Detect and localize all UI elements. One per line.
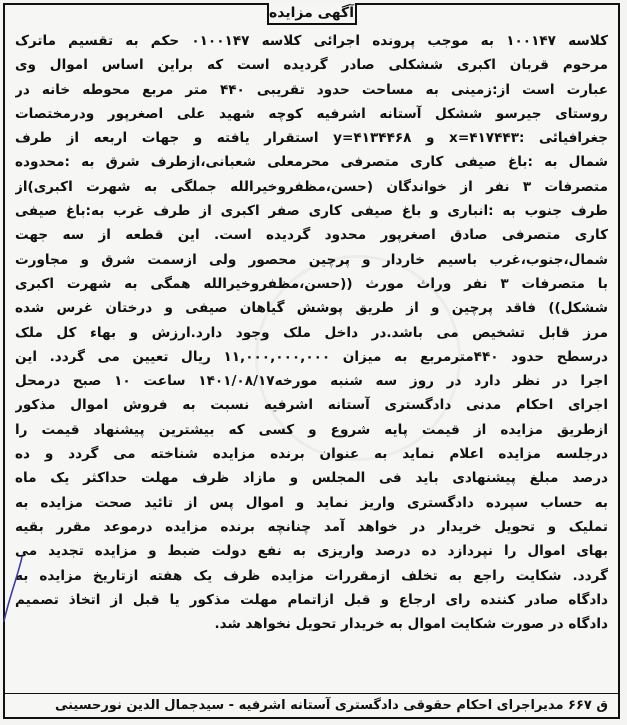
notice-line: کلاسه ۱۰۰۱۴۷ به موجب پرونده اجرائی کلاسه ۰۱۰۰۱۴۷ حکم به تقسیم ماترک [15,33,608,49]
notice-line: گردد. شکایت راجع به تخلف ازمقررات مزایده ظرف یک هفته ازتاریخ مزایده به [15,567,608,584]
notice-line: متصرفات ۳ نفر از خواندگان (حسن،مظفروخیرالله جملگی به شهرت اکبری)از [15,178,608,195]
auction-notice [3,3,620,719]
notice-line: مرز قابل تشخیص می باشد.در داخل ملک وجود دارد.ارزش و بهاء کل ملک [15,324,608,341]
notice-line: تملیک و تحویل خریدار در خواهد آمد چنانچه برنده مزایده درموعد مقرر بقیه [15,518,608,535]
notice-line: طرف جنوب به :انباری و باغ صیفی کاری صفر اکبری از طرف غرب به:باغ صیفی [15,203,608,220]
notice-line: اجرای احکام مدنی دادگستری آستانه اشرفیه نسبت به فروش اموال مذکور [15,397,608,414]
notice-line: دادگاه صادر کننده رای ارجاع و قبل ازاتمام مهلت مذکور یا قبل از اتخاذ تصمیم [15,591,608,608]
notice-line: جغرافیائی :۴۱۷۴۴۳=x و ۴۱۳۴۴۶۸=y استقرار یافته و جهات اربعه از طرف [15,130,608,147]
notice-line: با متصرفات ۳ نفر وراث مورث ((حسن،مظفروخیرالله همگی به شهرت اکبری [15,275,608,292]
notice-line: ازطریق مزایده از قیمت پایه شروع و کسی که بیشترین پیشنهاد قیمت را [15,421,608,438]
notice-line: شمال،جنوب،غرب باسیم خاردار و پرچین محصور ولی ازسمت شرق و مجاورت [15,251,608,268]
notice-line: ششکل)) فاقد پرچین و از طریق پوشش گیاهان صیفی و درختان غرس شده [15,300,608,317]
notice-line: کاری متصرفی صادق اصغرپور محدود گردیده است. این قطعه از سه جهت [15,227,608,244]
notice-body [15,29,608,636]
notice-line: شمال به :باغ صیفی کاری متصرفی محرمعلی شعبانی،ازطرف شرق به :محدوده [15,154,608,171]
notice-line: عبارت است از:زمینی به مساحت حدود تقریبی ۴۴۰ متر مربع محوطه خانه در [15,81,608,98]
notice-line: مرحوم قربان اکبری ششکلی صادر گردیده است که براین اساس اموال وی [15,57,608,74]
notice-line: درسطح حدود ۴۴۰مترمربع به میزان ۱۱,۰۰۰,۰۰۰,۰۰۰ ریال تعیین می گردد. این [15,348,608,365]
notice-line: به حساب سپرده دادگستری واریز نماید و اموال پس از تائید صحت مزایده به [15,494,608,511]
notice-line: درجلسه مزایده اعلام نماید به عنوان برنده مزایده شناخته می گردد و ده [15,446,608,463]
notice-footer: ق ۶۶۷ مدیراجرای احکام حقوقی دادگستری آستانه اشرفیه - سیدجمال الدین نورحسینی [5,693,618,717]
notice-line: درصد مبلغ پیشنهادی باید فی المجلس و مازاد ظرف مهلت حداکثر یک ماه [15,470,608,487]
notice-line: بهای اموال را نپردازد ده درصد واریزی به نفع دولت ضبط و مزایده تجدید می [15,543,608,560]
notice-title: آگهی مزایده [267,3,357,25]
notice-line: دادگاه در صورت شکایت اموال به خریدار تحویل نخواهد شد. [214,616,608,633]
notice-line: اجرا در نظر دارد در روز سه شنبه مورخه۱۴۰۱/۰۸/۱۷ ساعت ۱۰ صبح درمحل [15,373,608,390]
notice-line: روستای جیرسو ششکل آستانه اشرفیه کوچه شهید علی اصغرپور ودرمختصات [15,105,608,122]
pen-stroke-mark [0,555,30,625]
